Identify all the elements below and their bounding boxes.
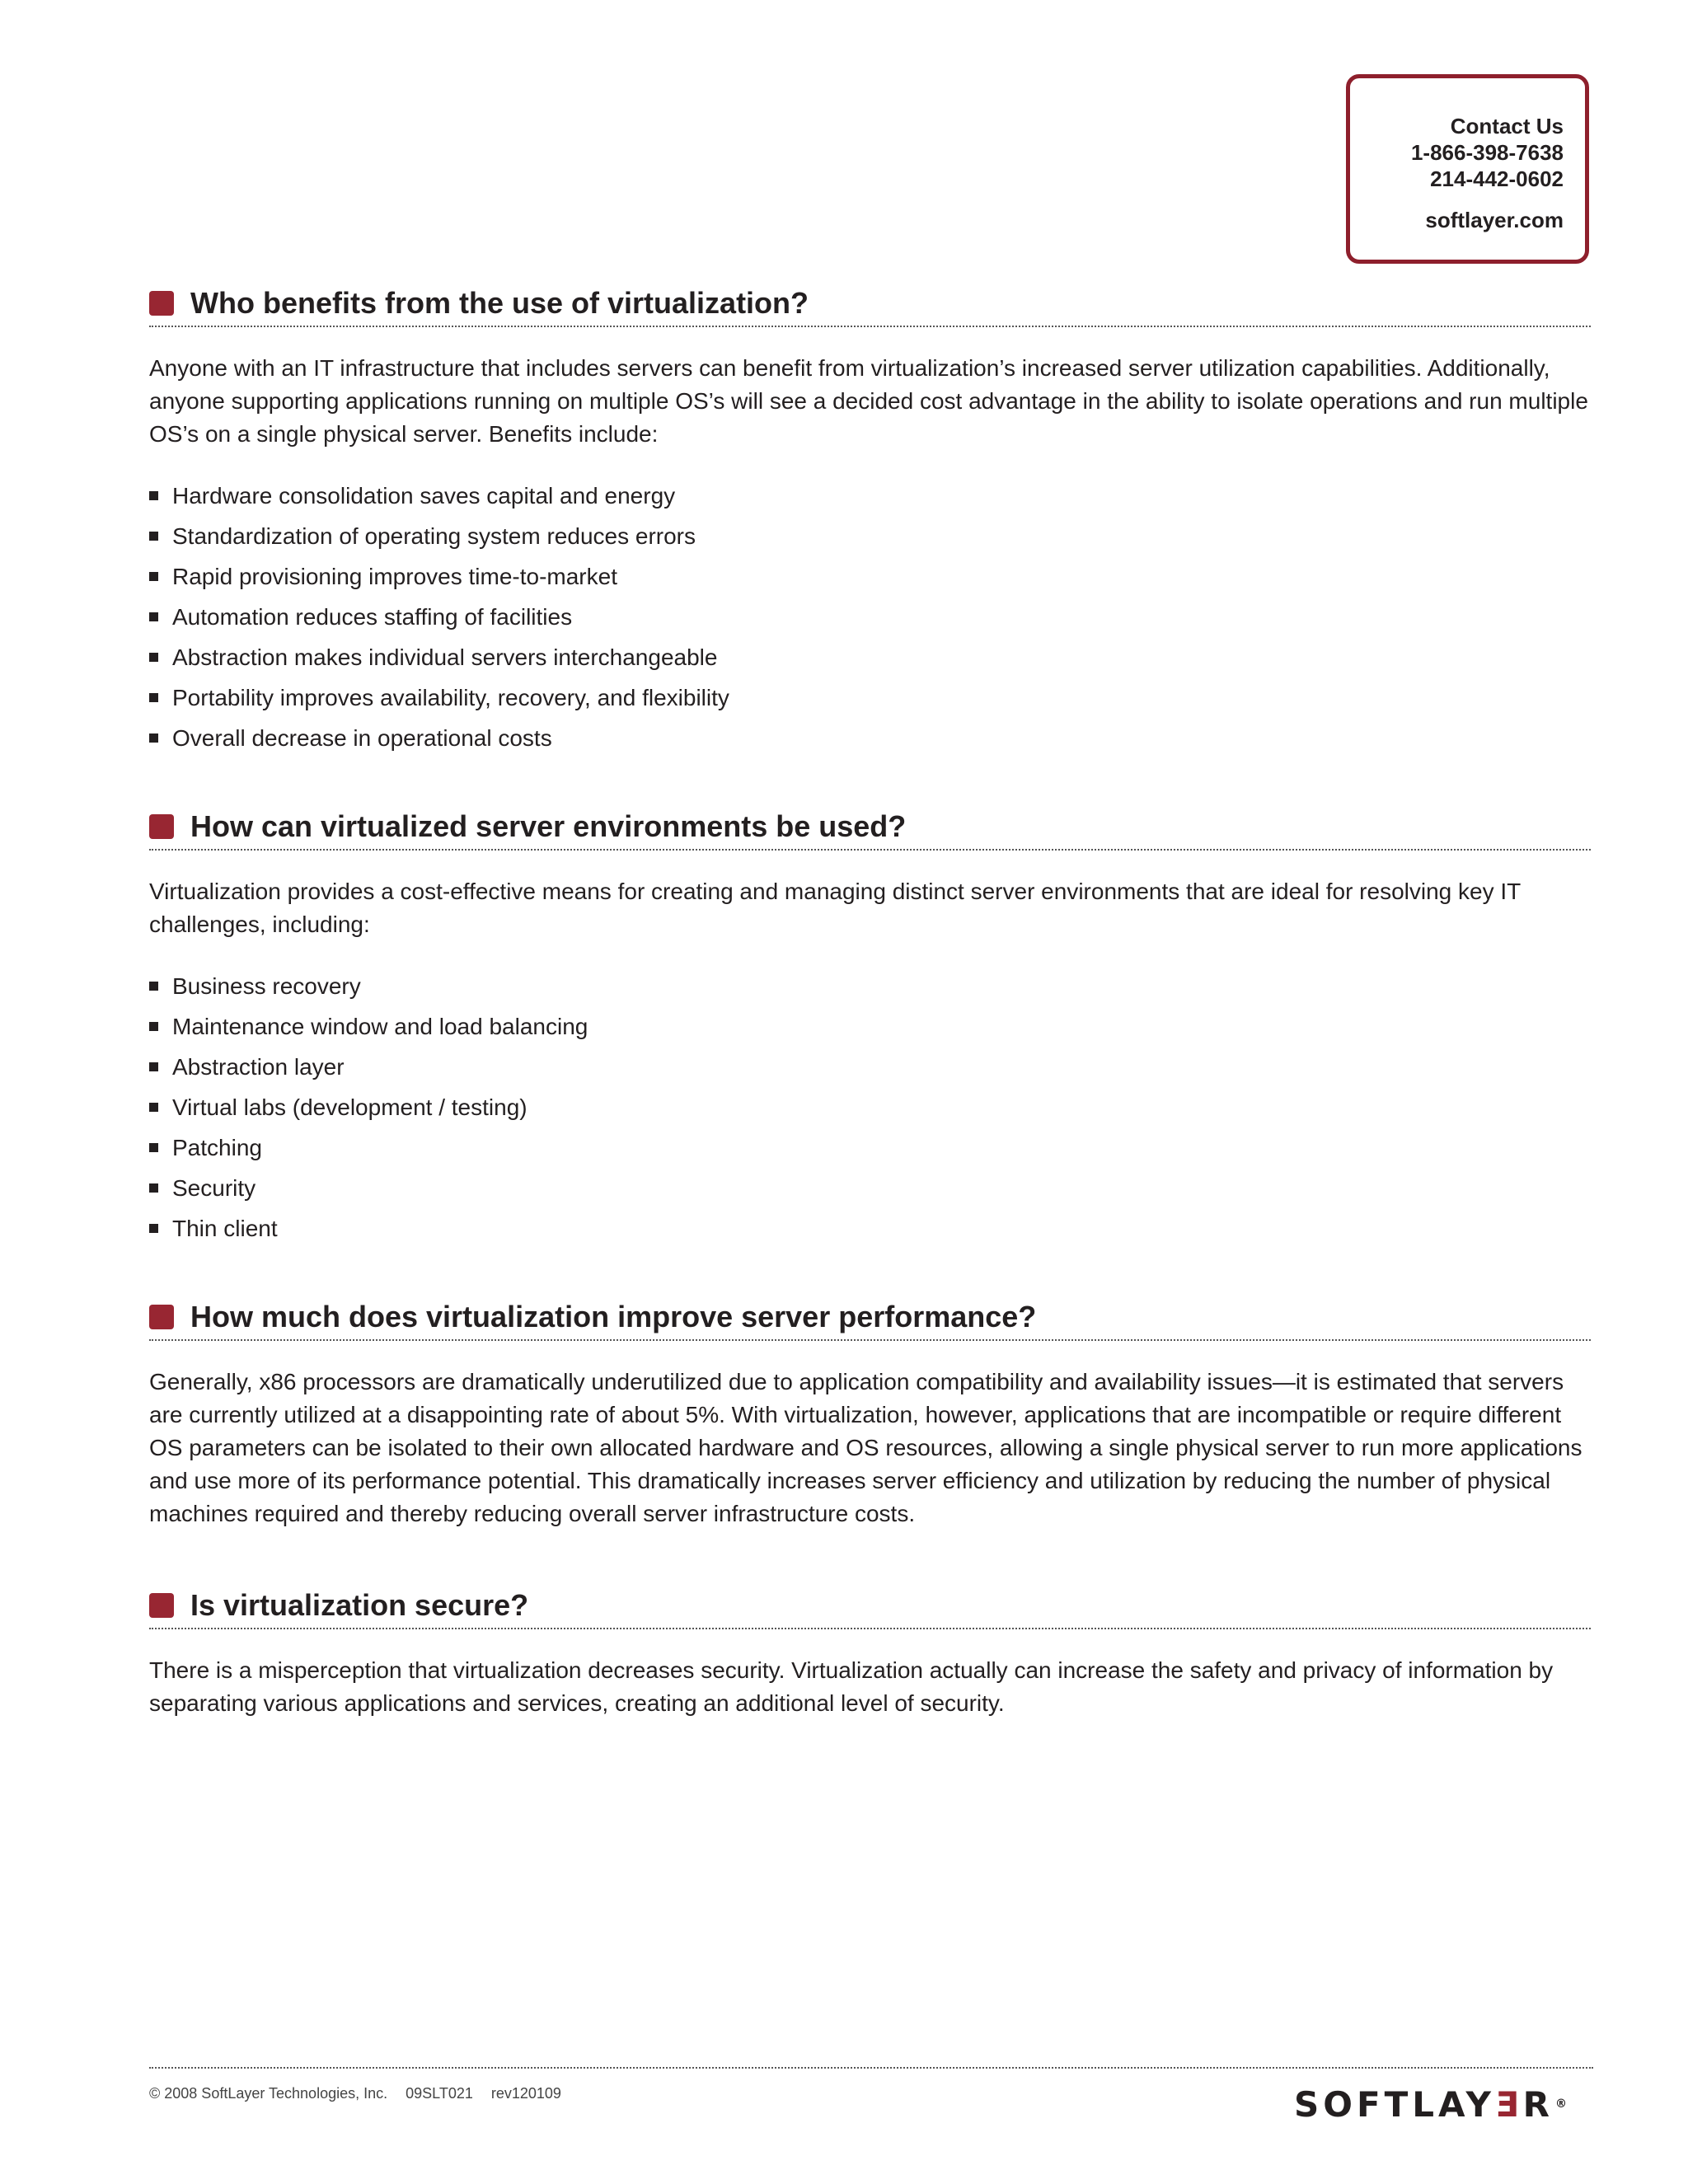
list-item [149,476,1591,516]
section-paragraph: Generally, x86 processors are dramatically underutilized due to application compatibility and availability issues—it is estimated that servers are currently utilized at a disappointing rate of about 5%. With virtualization, however, applications that are incompatible or require different OS parameters can be isolated to their own allocated hardware and OS resources, allowing a single physical server to run more applications and use more of its performance potential. This dramatically increases server efficiency and utilization by reducing the number of physical machines required and thereby reducing overall server infrastructure costs. [149,1369,1582,1526]
list-item-text: Automation reduces staffing of facilities [172,604,573,630]
list-item [149,718,1591,758]
red-square-icon [149,291,174,316]
square-bullet-icon [149,491,158,500]
footer-revision: rev120109 [490,2085,561,2102]
list-item [149,1087,1591,1127]
section-who-benefits [149,286,1591,758]
section-header [149,286,1591,327]
square-bullet-icon [149,1143,158,1152]
footer-copyright: © 2008 SoftLayer Technologies, Inc. [149,2085,388,2102]
section-header [149,1300,1591,1341]
square-bullet-icon [149,693,158,702]
square-bullet-icon [149,733,158,743]
red-square-icon [149,1593,174,1618]
square-bullet-icon [149,982,158,991]
list-item [149,1047,1591,1087]
contact-website-link[interactable]: softlayer.com [1425,208,1564,232]
section-security [149,1588,1591,1720]
red-square-icon [149,814,174,839]
registered-mark: ® [1555,2097,1568,2111]
list-item [149,1006,1591,1047]
benefits-list [149,476,1591,758]
list-item [149,1168,1591,1208]
list-item [149,1127,1591,1168]
list-item [149,597,1591,637]
square-bullet-icon [149,532,158,541]
square-bullet-icon [149,1022,158,1031]
list-item [149,556,1591,597]
section-title: Who benefits from the use of virtualization? [190,286,809,320]
square-bullet-icon [149,653,158,662]
square-bullet-icon [149,1062,158,1071]
list-item-text: Patching [172,1135,262,1160]
footer-divider [149,2067,1593,2069]
logo-text-b: R [1522,2083,1554,2125]
list-item-text: Abstraction layer [172,1054,345,1080]
section-how-used [149,809,1591,1249]
section-title: How much does virtualization improve server performance? [190,1300,1037,1333]
list-item-text: Rapid provisioning improves time-to-market [172,564,617,589]
section-header [149,809,1591,851]
list-item-text: Maintenance window and load balancing [172,1014,588,1039]
list-item [149,677,1591,718]
contact-title: Contact Us [1450,114,1564,138]
softlayer-logo [1294,2083,1591,2125]
uses-list [149,966,1591,1249]
contact-phone-2[interactable]: 214-442-0602 [1430,166,1564,191]
list-item-text: Portability improves availability, recovery, and flexibility [172,685,729,710]
list-item-text: Hardware consolidation saves capital and energy [172,483,676,509]
list-item [149,637,1591,677]
square-bullet-icon [149,1103,158,1112]
square-bullet-icon [149,612,158,621]
list-item-text: Abstraction makes individual servers interchangeable [172,644,718,670]
section-paragraph: There is a misperception that virtualization decreases security. Virtualization actually can increase the safety and privacy of information by separating various applications and services, creating an additional level of security. [149,1657,1554,1716]
list-item-text: Security [172,1175,256,1201]
list-item [149,966,1591,1006]
list-item-text: Virtual labs (development / testing) [172,1094,528,1120]
section-title: Is virtualization secure? [190,1588,529,1622]
list-item-text: Thin client [172,1216,278,1241]
list-item-text: Business recovery [172,973,361,999]
section-performance [149,1300,1591,1530]
contact-phone-1[interactable]: 1-866-398-7638 [1410,140,1564,165]
square-bullet-icon [149,572,158,581]
list-item-text: Overall decrease in operational costs [172,725,552,751]
section-paragraph: Virtualization provides a cost-effective means for creating and managing distinct server environments that are ideal for resolving key IT challenges, including: [149,879,1521,937]
section-title: How can virtualized server environments be used? [190,809,907,843]
logo-text-a: SOFTLAY [1294,2083,1495,2125]
list-item [149,516,1591,556]
list-item [149,1208,1591,1249]
square-bullet-icon [149,1183,158,1193]
logo-text-red: Ǝ [1494,2083,1523,2125]
footer-code: 09SLT021 [406,2085,473,2102]
contact-box [1346,74,1589,264]
red-square-icon [149,1305,174,1329]
footer [149,2085,579,2102]
section-header [149,1588,1591,1629]
section-paragraph: Anyone with an IT infrastructure that includes servers can benefit from virtualization’s increased server utilization capabilities. Additionally, anyone supporting applications running on multiple OS’s will see a decided cost advantage in the ability to isolate operations and run multiple OS’s on a single physical server. Benefits include: [149,355,1588,447]
square-bullet-icon [149,1224,158,1233]
list-item-text: Standardization of operating system reduces errors [172,523,696,549]
